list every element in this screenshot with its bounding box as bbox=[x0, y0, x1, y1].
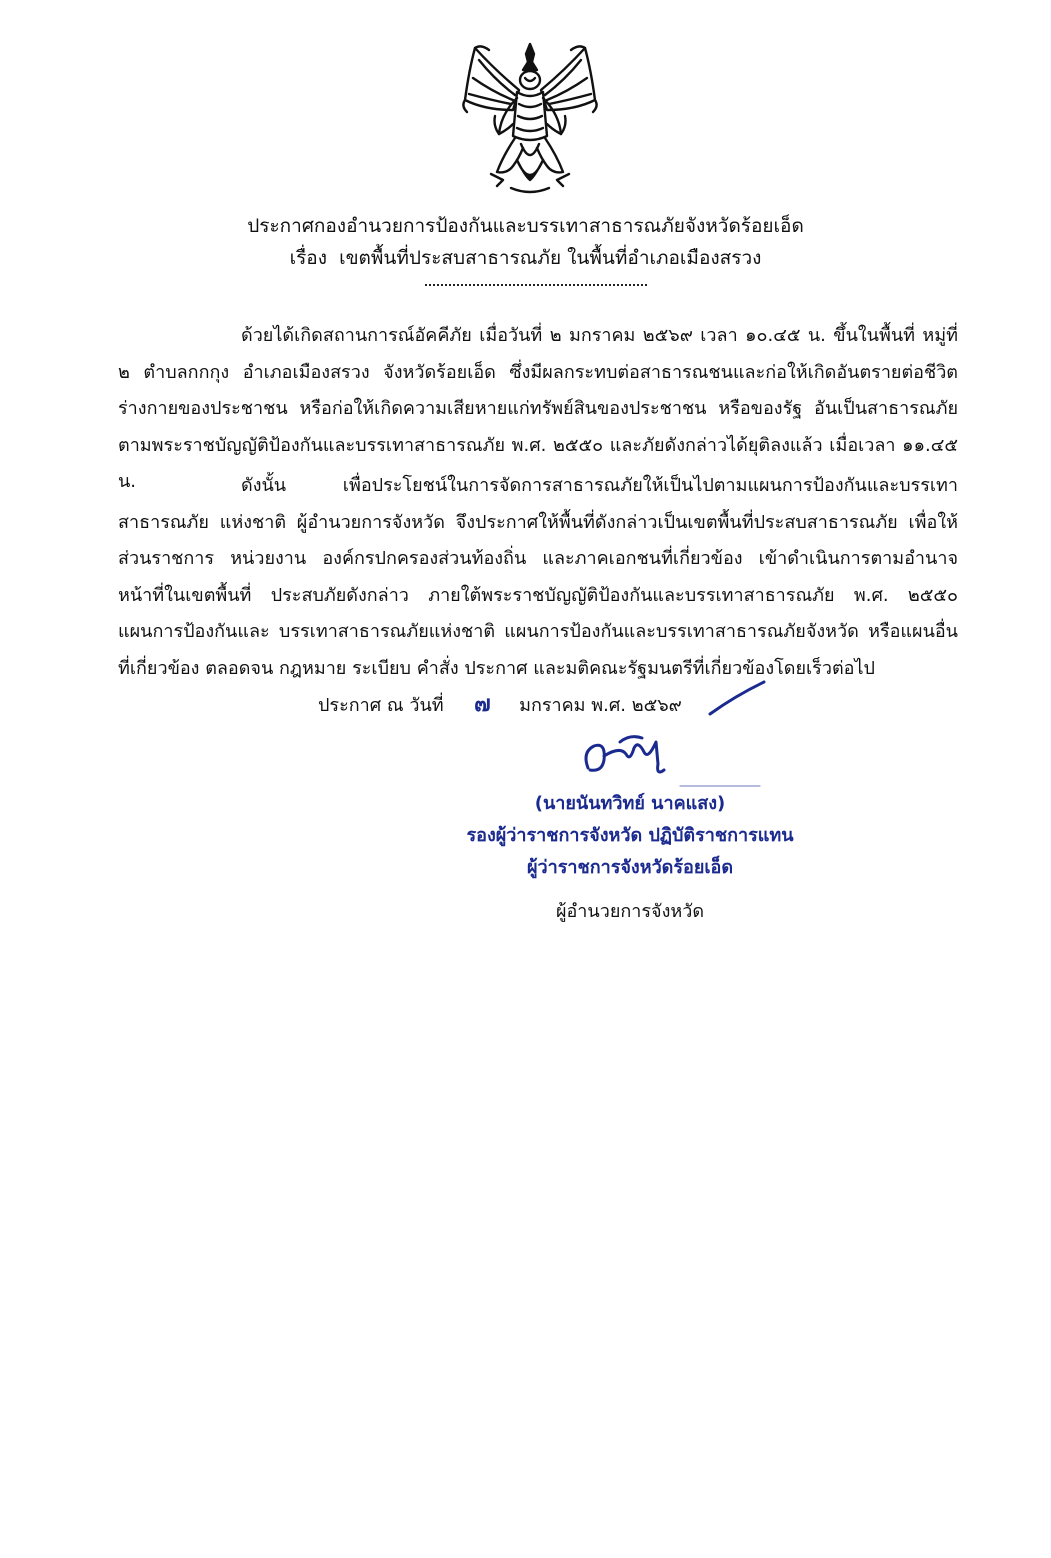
announcement-day: ๗ bbox=[474, 692, 491, 717]
announcement-month-year: มกราคม พ.ศ. ๒๕๖๙ bbox=[519, 695, 682, 716]
title-block bbox=[0, 210, 1051, 274]
signer-position-1: รองผู้ว่าราชการจังหวัด ปฏิบัติราชการแทน bbox=[466, 825, 794, 846]
separator-dots bbox=[425, 284, 647, 288]
signer-position-2: ผู้ว่าราชการจังหวัดร้อยเอ็ด bbox=[526, 857, 734, 878]
body-paragraph-1: ด้วยได้เกิดสถานการณ์อัคคีภัย เมื่อวันที่ ๒ มกราคม ๒๕๖๙ เวลา ๑๐.๔๕ น. ขึ้นในพื้นที่ หมู่ที่ ๒ ตำบลกกกุง อำเภอเมืองสรวง จังหวัดร้อยเอ็ด ซึ่งมีผลกระทบต่อสาธารณชนและก่อให้เกิดอันตรายต่อชีวิต ร่างกายของประชาชน หรือก่อให้เกิดความเสียหายแก่ทรัพย์สินของประชาชน หรือของรัฐ อันเป็นสาธารณภัย ตามพระราชบัญญัติป้องกันและบรรเทาสาธารณภัย พ.ศ. ๒๕๕๐ และภัยดังกล่าวได้ยุติลงแล้ว เมื่อเวลา ๑๑.๔๕ น. bbox=[118, 325, 958, 492]
signer-name: (นายนันทวิทย์ นาคแสง) bbox=[534, 793, 726, 814]
garuda-emblem-icon bbox=[455, 40, 605, 198]
announcement-label: ประกาศ ณ วันที่ bbox=[318, 695, 444, 716]
subject-text: เขตพื้นที่ประสบสาธารณภัย ในพื้นที่อำเภอเมืองสรวง bbox=[339, 247, 762, 269]
body-paragraph-2: ดังนั้น เพื่อประโยชน์ในการจัดการสาธารณภัยให้เป็นไปตามแผนการป้องกันและบรรเทาสาธารณภัย แห่งชาติ ผู้อำนวยการจังหวัด จึงประกาศให้พื้นที่ดังกล่าวเป็นเขตพื้นที่ประสบสาธารณภัย เพื่อให้ส่วนราชการ หน่วยงาน องค์กรปกครองส่วนท้องถิ่น และภาคเอกชนที่เกี่ยวข้อง เข้าดำเนินการตามอำนาจหน้าที่ในเขตพื้นที่ ประสบภัยดังกล่าว ภายใต้พระราชบัญญัติป้องกันและบรรเทาสาธารณภัย พ.ศ. ๒๕๕๐ แผนการป้องกันและ บรรเทาสาธารณภัยแห่งชาติ แผนการป้องกันและบรรเทาสาธารณภัยจังหวัด หรือแผนอื่นที่เกี่ยวข้อง ตลอดจน กฎหมาย ระเบียบ คำสั่ง ประกาศ และมติคณะรัฐมนตรีที่เกี่ยวข้องโดยเร็วต่อไป bbox=[118, 475, 958, 679]
document-title: ประกาศกองอำนวยการป้องกันและบรรเทาสาธารณภัยจังหวัดร้อยเอ็ด bbox=[247, 215, 804, 237]
handwritten-signature-icon bbox=[560, 676, 790, 791]
document-subject-line bbox=[0, 242, 1051, 274]
subject-label: เรื่อง bbox=[289, 247, 327, 269]
signer-role: ผู้อำนวยการจังหวัด bbox=[555, 901, 705, 922]
